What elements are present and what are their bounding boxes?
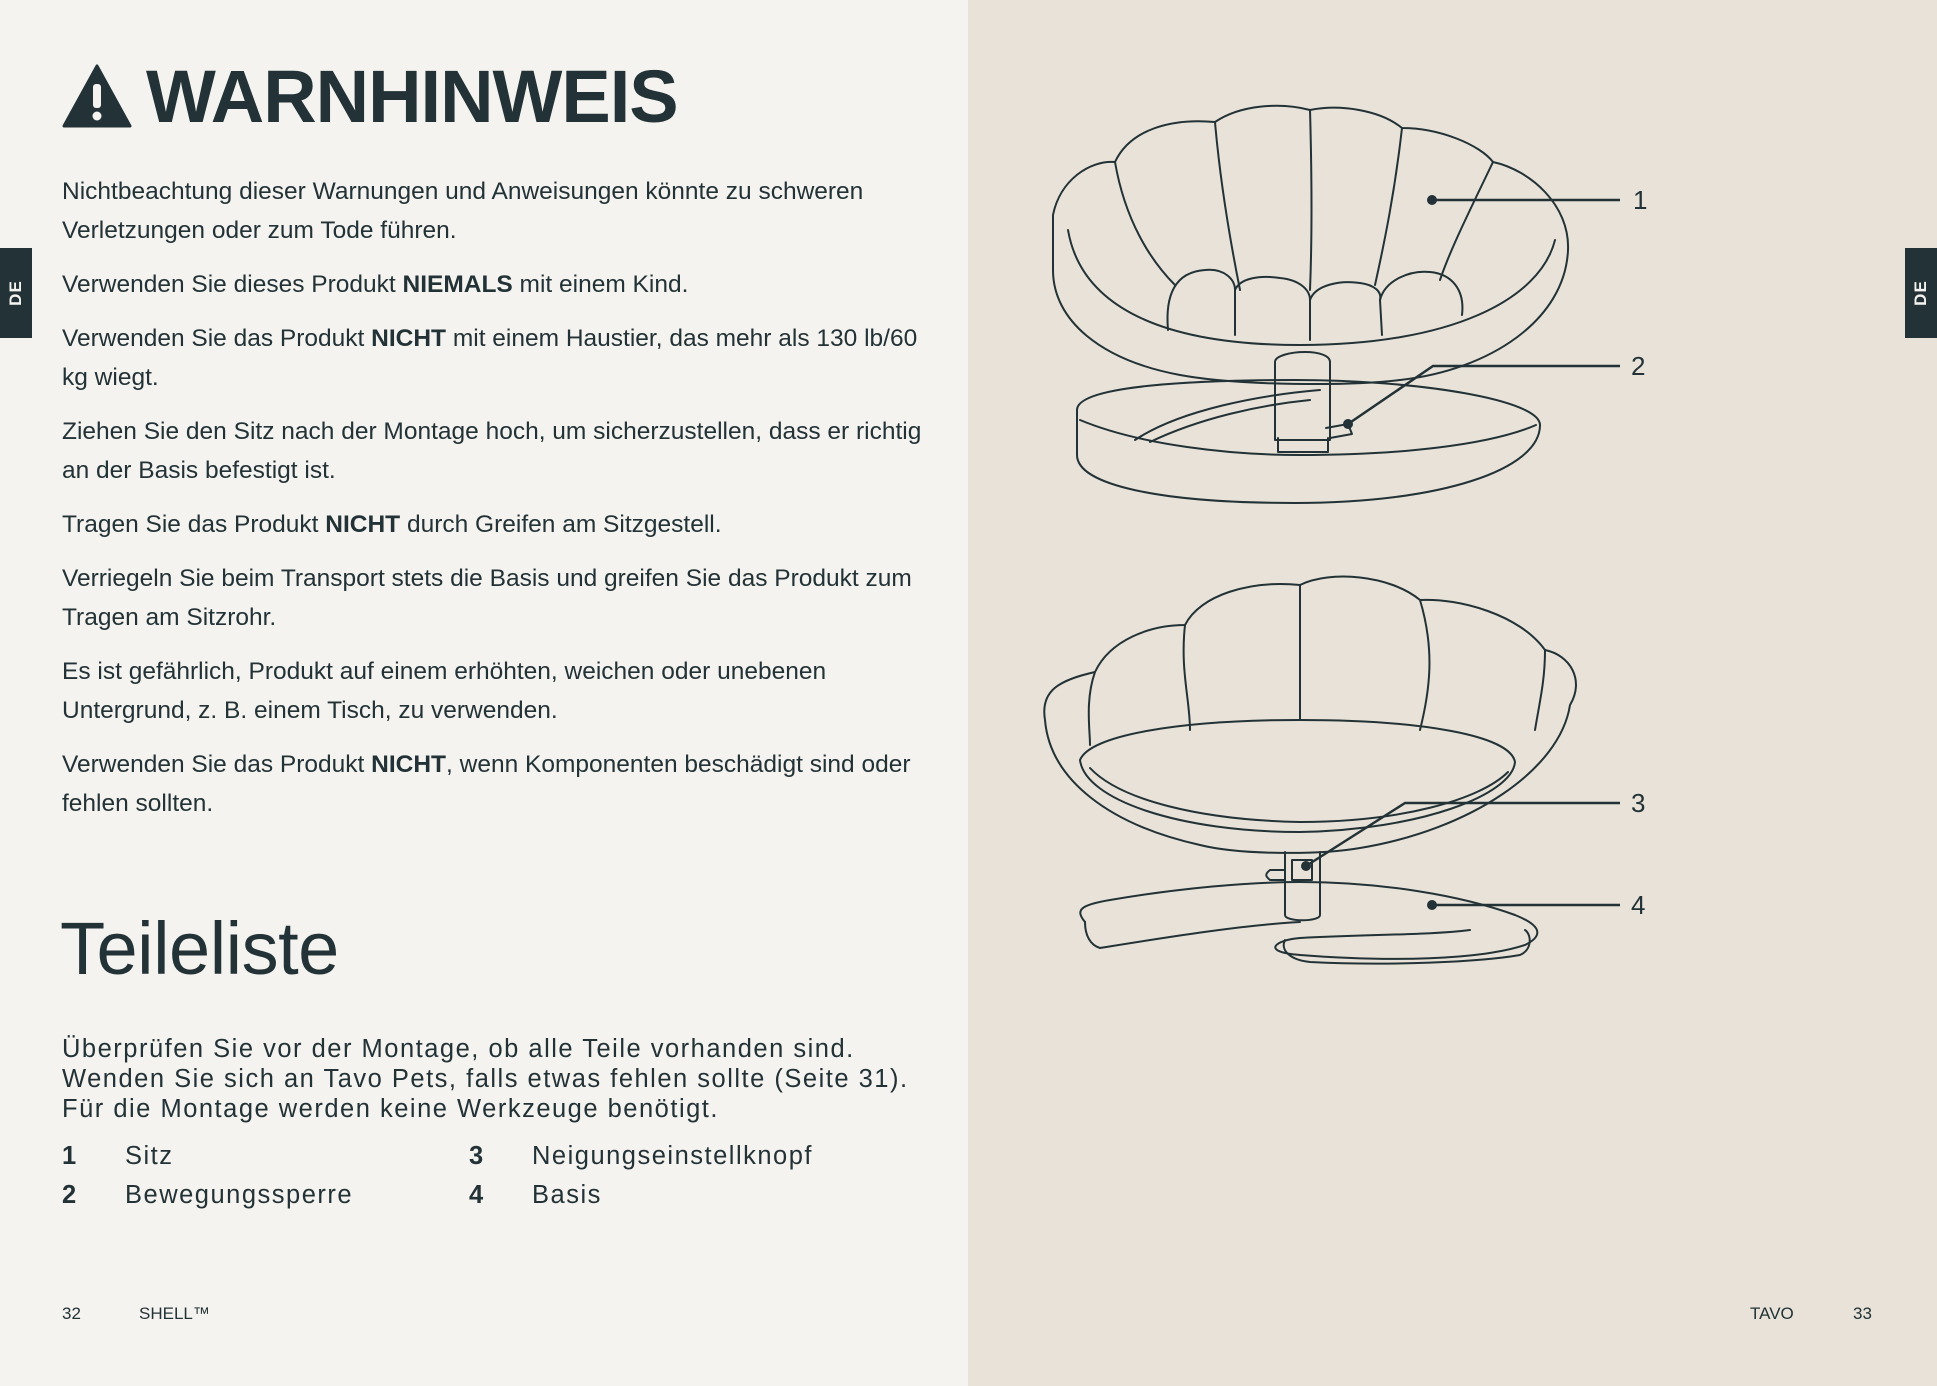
parts-title: Teileliste [60, 907, 339, 990]
language-tab-right: DE [1905, 248, 1937, 338]
warning-item: Es ist gefährlich, Produkt auf einem erhöhten, weichen oder unebenen Untergrund, z. B. einem Tisch, zu verwenden. [62, 658, 827, 724]
seat-top-view-drawing [1053, 106, 1568, 503]
warning-item: Verwenden Sie dieses Produkt NIEMALS mit einem Kind. [62, 271, 689, 298]
warning-item: Ziehen Sie den Sitz nach der Montage hoch, um sicherzustellen, dass er richtig an der Basis befestigt ist. [62, 418, 922, 484]
callout-dot-3 [1301, 861, 1311, 871]
callout-4: 4 [1631, 890, 1646, 920]
part-number: 4 [469, 1181, 485, 1209]
language-tab-left: DE [0, 248, 32, 338]
warning-item: Verriegeln Sie beim Transport stets die Basis und greifen Sie das Produkt zum Tragen am Sitzrohr. [62, 565, 912, 631]
part-number: 1 [62, 1142, 78, 1170]
part-number: 3 [469, 1142, 485, 1170]
parts-intro: Überprüfen Sie vor der Montage, ob alle Teile vorhanden sind. Wenden Sie sich an Tavo Pets, falls etwas fehlen sollte (Seite 31). Für die Montage werden keine Werkzeuge benötigt. [62, 1035, 909, 1123]
warning-item: Nichtbeachtung dieser Warnungen und Anweisungen könnte zu schweren Verletzungen oder zum Tode führen. [62, 178, 864, 244]
warning-item: Verwenden Sie das Produkt NICHT, wenn Komponenten beschädigt sind oder fehlen sollten. [62, 751, 911, 817]
page-number-left: 32 [62, 1304, 81, 1323]
leader-line-2 [1348, 366, 1620, 424]
callout-1: 1 [1633, 185, 1648, 215]
footer-brand-left: SHELL™ [139, 1304, 210, 1323]
callout-2: 2 [1631, 351, 1646, 381]
page-number-right: 33 [1853, 1304, 1872, 1323]
warning-title: WARNHINWEIS [146, 54, 678, 138]
callout-dot-2 [1343, 419, 1353, 429]
part-number: 2 [62, 1181, 78, 1209]
footer-brand-right: TAVO [1750, 1304, 1794, 1323]
part-label: Basis [532, 1181, 602, 1209]
callout-dot-4 [1427, 900, 1437, 910]
part-label: Neigungseinstellknopf [532, 1142, 813, 1170]
warning-item: Tragen Sie das Produkt NICHT durch Greifen am Sitzgestell. [62, 511, 722, 538]
warning-item: Verwenden Sie das Produkt NICHT mit einem Haustier, das mehr als 130 lb/60 kg wiegt. [62, 325, 918, 391]
part-label: Sitz [125, 1142, 174, 1170]
leader-line-3 [1306, 803, 1620, 866]
part-label: Bewegungssperre [125, 1181, 354, 1209]
callout-3: 3 [1631, 788, 1646, 818]
callout-dot-1 [1427, 195, 1437, 205]
